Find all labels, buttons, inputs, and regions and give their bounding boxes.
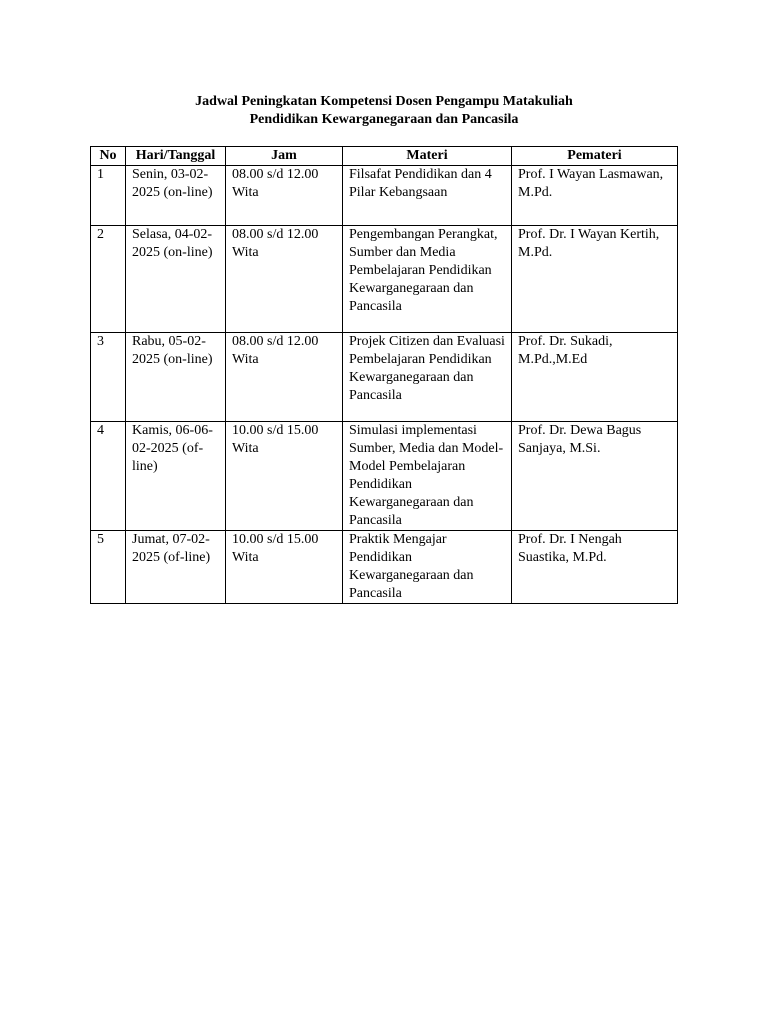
cell-jam: 08.00 s/d 12.00 Wita (226, 226, 343, 333)
table-header-row (91, 147, 678, 166)
cell-no: 2 (91, 226, 126, 333)
cell-jam: 10.00 s/d 15.00 Wita (226, 422, 343, 531)
header-hari-tanggal: Hari/Tanggal (126, 147, 226, 166)
table-row (91, 333, 678, 422)
cell-materi: Praktik Mengajar Pendidikan Kewarganegaraan dan Pancasila (343, 531, 512, 604)
cell-hari-tanggal: Selasa, 04-02-2025 (on-line) (126, 226, 226, 333)
schedule-table (90, 146, 678, 604)
title-line-2: Pendidikan Kewarganegaraan dan Pancasila (249, 112, 519, 127)
table-row (91, 166, 678, 226)
cell-materi: Pengembangan Perangkat, Sumber dan Media Pembelajaran Pendidikan Kewarganegaraan dan Pancasila (343, 226, 512, 333)
cell-hari-tanggal: Kamis, 06-06-02-2025 (of-line) (126, 422, 226, 531)
cell-pemateri: Prof. Dr. Dewa Bagus Sanjaya, M.Si. (512, 422, 678, 531)
cell-no: 5 (91, 531, 126, 604)
header-no: No (91, 147, 126, 166)
table-row (91, 422, 678, 531)
cell-pemateri: Prof. Dr. I Wayan Kertih, M.Pd. (512, 226, 678, 333)
cell-no: 4 (91, 422, 126, 531)
cell-jam: 08.00 s/d 12.00 Wita (226, 333, 343, 422)
document-title (0, 93, 768, 129)
cell-hari-tanggal: Senin, 03-02-2025 (on-line) (126, 166, 226, 226)
cell-hari-tanggal: Jumat, 07-02-2025 (of-line) (126, 531, 226, 604)
cell-materi: Simulasi implementasi Sumber, Media dan Model-Model Pembelajaran Pendidikan Kewarganegaraan dan Pancasila (343, 422, 512, 531)
header-jam: Jam (226, 147, 343, 166)
table-row (91, 226, 678, 333)
cell-jam: 08.00 s/d 12.00 Wita (226, 166, 343, 226)
cell-pemateri: Prof. I Wayan Lasmawan, M.Pd. (512, 166, 678, 226)
header-materi: Materi (343, 147, 512, 166)
cell-hari-tanggal: Rabu, 05-02-2025 (on-line) (126, 333, 226, 422)
cell-no: 3 (91, 333, 126, 422)
cell-no: 1 (91, 166, 126, 226)
cell-pemateri: Prof. Dr. I Nengah Suastika, M.Pd. (512, 531, 678, 604)
cell-materi: Projek Citizen dan Evaluasi Pembelajaran Pendidikan Kewarganegaraan dan Pancasila (343, 333, 512, 422)
table-row (91, 531, 678, 604)
header-pemateri: Pemateri (512, 147, 678, 166)
cell-jam: 10.00 s/d 15.00 Wita (226, 531, 343, 604)
cell-materi: Filsafat Pendidikan dan 4 Pilar Kebangsaan (343, 166, 512, 226)
cell-pemateri: Prof. Dr. Sukadi, M.Pd.,M.Ed (512, 333, 678, 422)
title-line-1: Jadwal Peningkatan Kompetensi Dosen Pengampu Matakuliah (195, 94, 573, 109)
